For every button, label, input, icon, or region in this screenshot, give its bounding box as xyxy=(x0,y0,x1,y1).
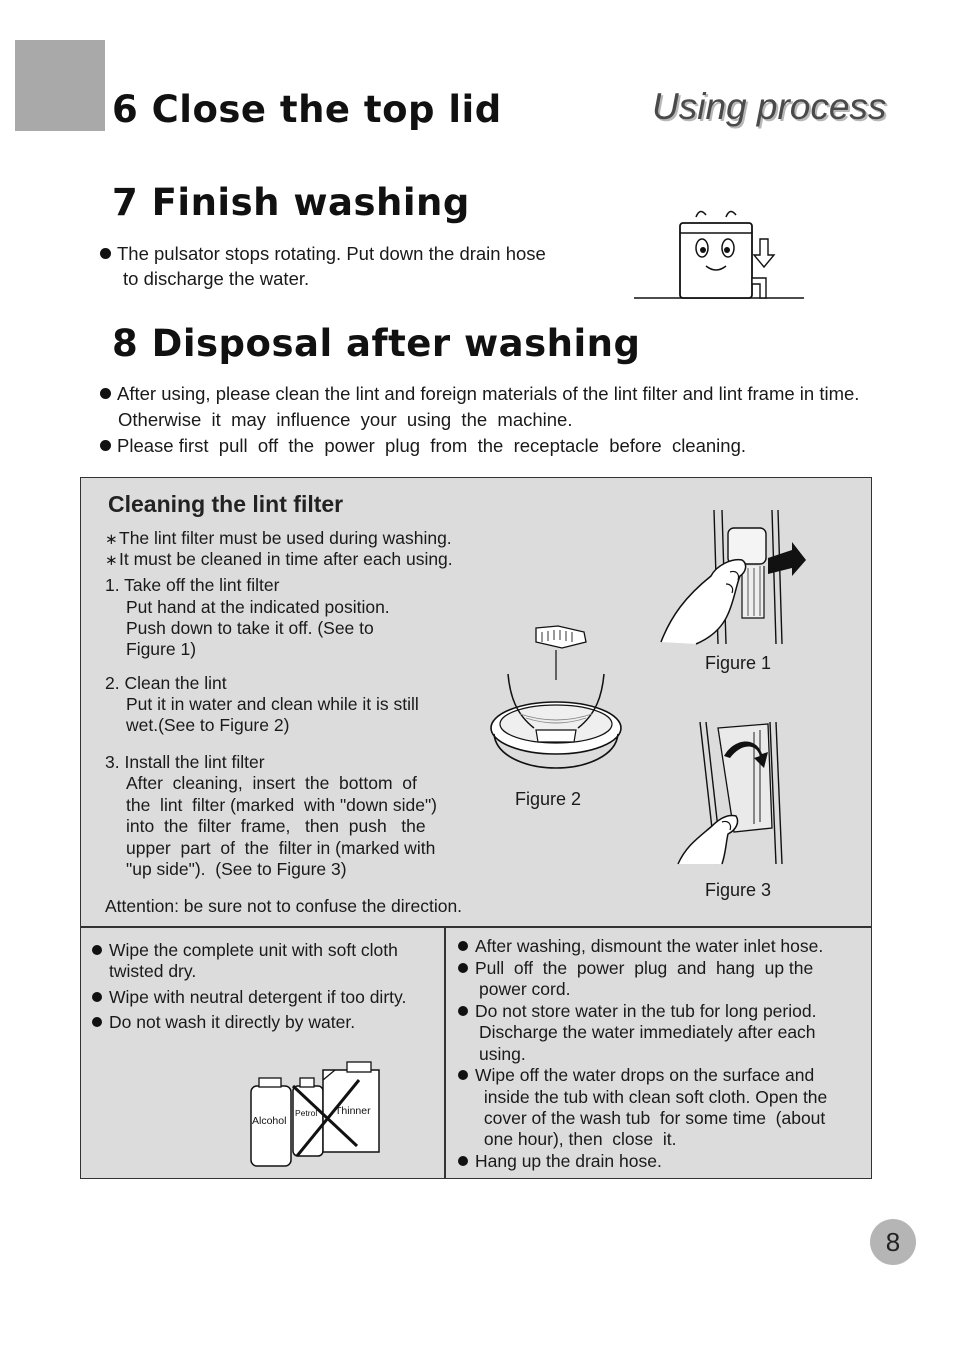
figure2-label: Figure 2 xyxy=(515,789,582,809)
care-left-item-1 xyxy=(92,940,398,962)
care-right-item-4-cont: inside the tub with clean soft cloth. Open the xyxy=(479,1087,828,1107)
figure2-illustration xyxy=(486,618,624,780)
disposal-text: After using, please clean the lint and foreign materials of the lint filter and lint frame in time. xyxy=(117,383,860,404)
care-text: Hang up the drain hose. xyxy=(475,1151,662,1171)
care-right-item-1 xyxy=(458,936,823,958)
care-right-item-5 xyxy=(458,1151,662,1173)
step3-title: 3. Install the lint filter xyxy=(105,752,265,772)
cleaning-panel xyxy=(80,477,872,1179)
bottle-label-thinner: Thinner xyxy=(335,1105,371,1117)
step2-line: Put it in water and clean while it is still xyxy=(126,694,419,714)
disposal-text-line2: Otherwise it may influence your using the machine. xyxy=(118,409,573,430)
step3-line: After cleaning, insert the bottom of xyxy=(126,773,417,793)
disposal-text-line3 xyxy=(100,433,746,458)
disposal-text-line1 xyxy=(100,381,859,406)
step1-line: Figure 1) xyxy=(126,639,197,659)
panel-divider xyxy=(81,926,871,928)
bullet-icon xyxy=(458,1006,468,1016)
care-right-item-3-cont: Discharge the water immediately after each xyxy=(479,1022,816,1042)
step3-line: the lint filter (marked with "down side") xyxy=(126,795,438,815)
heading-finish-washing: 7 Finish washing xyxy=(112,181,470,224)
care-left-item-3 xyxy=(92,1012,355,1034)
care-right-item-2-cont: power cord. xyxy=(479,979,571,999)
step3-line: into the filter frame, then push the xyxy=(126,816,426,836)
bullet-icon xyxy=(458,963,468,973)
step3-line: "up side"). (See to Figure 3) xyxy=(126,859,347,879)
note-text: The lint filter must be used during washing. xyxy=(119,528,452,548)
bullet-icon xyxy=(458,1070,468,1080)
step2-line: wet.(See to Figure 2) xyxy=(126,715,290,735)
finish-text: The pulsator stops rotating. Put down the drain hose xyxy=(117,243,546,264)
step1-title: 1. Take off the lint filter xyxy=(105,575,280,595)
care-right-item-2 xyxy=(458,958,813,980)
bullet-icon xyxy=(92,945,102,955)
care-text: Do not store water in the tub for long period. xyxy=(475,1001,817,1021)
care-text: After washing, dismount the water inlet hose. xyxy=(475,936,824,956)
bullet-icon xyxy=(100,388,111,399)
care-right-item-3 xyxy=(458,1001,816,1023)
figure1-illustration xyxy=(656,506,806,648)
bullet-icon xyxy=(458,941,468,951)
bullet-icon xyxy=(92,992,102,1002)
figure3-label: Figure 3 xyxy=(705,880,772,900)
care-text: Wipe off the water drops on the surface and xyxy=(475,1065,815,1085)
panel-title: Cleaning the lint filter xyxy=(108,491,344,517)
step1-line: Push down to take it off. (See to xyxy=(126,618,374,638)
care-right-item-3-cont: using. xyxy=(479,1044,526,1064)
note-1 xyxy=(105,528,452,550)
bottle-label-alcohol: Alcohol xyxy=(252,1115,287,1127)
washer-drain-illustration xyxy=(634,203,806,303)
asterisk-icon: ∗ xyxy=(105,531,118,548)
finish-text-line2: to discharge the water. xyxy=(123,268,310,289)
care-right-item-4-cont: one hour), then close it. xyxy=(479,1129,677,1149)
bullet-icon xyxy=(92,1017,102,1027)
bullet-icon xyxy=(100,440,111,451)
page-number: 8 xyxy=(870,1219,916,1265)
bullet-icon xyxy=(100,248,111,259)
care-text: Do not wash it directly by water. xyxy=(109,1012,356,1032)
asterisk-icon: ∗ xyxy=(105,552,118,569)
figure1-label: Figure 1 xyxy=(705,653,772,673)
figure3-illustration xyxy=(676,718,806,868)
care-left-item-2 xyxy=(92,987,406,1009)
care-text: Wipe the complete unit with soft cloth xyxy=(109,940,398,960)
section-label: Using process xyxy=(652,86,887,127)
step3-line: upper part of the filter in (marked with xyxy=(126,838,436,858)
finish-text-line1 xyxy=(100,241,546,266)
care-text: Pull off the power plug and hang up the xyxy=(475,958,814,978)
care-left-item-1-cont: twisted dry. xyxy=(109,961,197,981)
disposal-text: Please first pull off the power plug from the receptacle before cleaning. xyxy=(117,435,746,456)
attention-text: Attention: be sure not to confuse the direction. xyxy=(105,896,463,916)
heading-disposal: 8 Disposal after washing xyxy=(112,322,641,365)
heading-close-lid: 6 Close the top lid xyxy=(112,88,502,131)
care-text: Wipe with neutral detergent if too dirty. xyxy=(109,987,407,1007)
note-2 xyxy=(105,549,453,571)
section-marker-block xyxy=(15,40,105,131)
bottle-label-petrol: Petrol xyxy=(295,1108,318,1118)
step2-title: 2. Clean the lint xyxy=(105,673,227,693)
note-text: It must be cleaned in time after each using. xyxy=(119,549,453,569)
step1-line: Put hand at the indicated position. xyxy=(126,597,390,617)
care-right-item-4-cont: cover of the wash tub for some time (about xyxy=(479,1108,826,1128)
panel-divider xyxy=(444,926,446,1178)
solvent-bottles-crossed-illustration xyxy=(249,1056,387,1168)
care-right-item-4 xyxy=(458,1065,814,1087)
bullet-icon xyxy=(458,1156,468,1166)
